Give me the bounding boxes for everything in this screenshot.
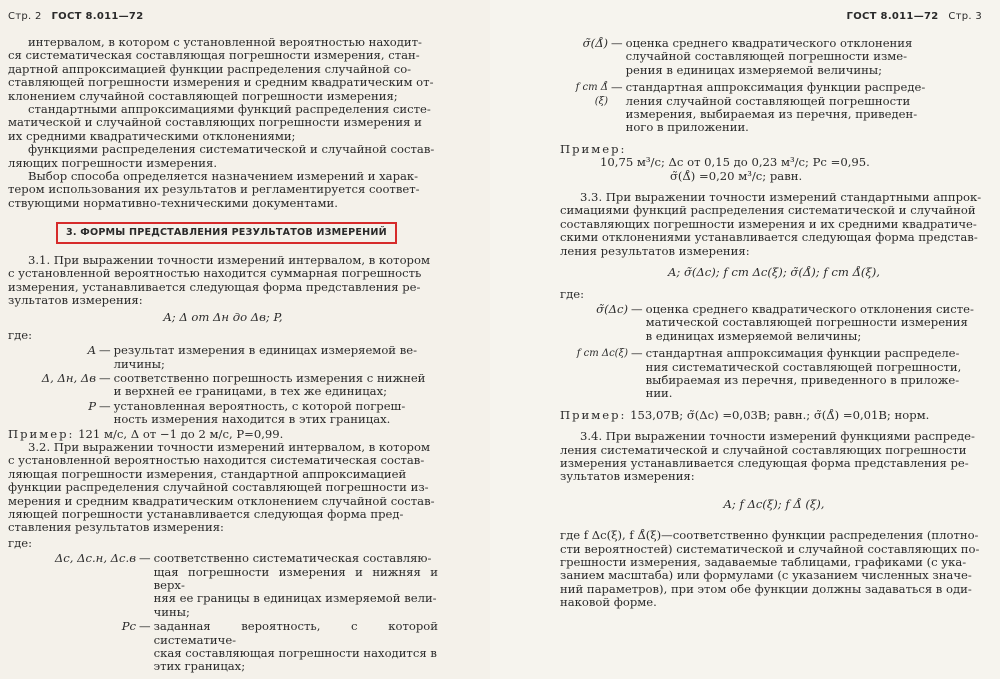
intro-line-2: ся систематическая составляющая погрешности измерения, стан- <box>8 48 420 63</box>
left-page-header <box>8 10 149 23</box>
term-f-def-3: измерения, выбираемая из перечня, приведен- <box>625 107 918 122</box>
example-label-right: Пример: <box>560 141 627 156</box>
term-sigma-c-symbol: σ̃(Δс) <box>596 301 628 316</box>
list-b-line-2: ляющих погрешности измерения. <box>8 155 218 170</box>
p32-line-4: функции распределения случайной составляющей погрешности из- <box>8 480 429 495</box>
term-P-c-symbol: Pс <box>121 619 136 634</box>
term-f-def-4: ного в приложении. <box>625 120 749 135</box>
term-Delta <box>8 372 438 399</box>
term-Delta-symbol: Δ, Δн, Δв <box>41 370 96 385</box>
term-f-def-2: ления случайной составляющей погрешности <box>625 93 911 108</box>
term-f-c-def-3: выбираемая из перечня, приведенного в приложе- <box>645 372 960 387</box>
choice-line-2: тером использования их результатов и регламентируется соответ- <box>8 182 420 197</box>
term-sigma-def-1: оценка среднего квадратического отклонения <box>625 36 913 50</box>
list-a-line-3: их средними квадратическими отклонениями; <box>8 128 296 143</box>
term-sigma-def-2: случайной составляющей погрешности изме- <box>625 49 908 64</box>
right-page-body <box>560 36 988 610</box>
term-P-symbol: P <box>88 398 96 413</box>
p31-line-1: 3.1. При выражении точности измерений интервалом, в котором <box>28 252 430 267</box>
section-title: 3. ФОРМЫ ПРЕДСТАВЛЕНИЯ РЕЗУЛЬТАТОВ ИЗМЕРЕНИЙ <box>56 222 397 243</box>
term-A-def-1: результат измерения в единицах измеряемой ве- <box>113 343 418 358</box>
term-f-c <box>560 347 988 401</box>
term-P <box>8 400 438 427</box>
term-Delta-c <box>8 552 438 619</box>
p32-line-5: мерения и средним квадратическим отклонением случайной состав- <box>8 493 435 508</box>
example-31 <box>8 428 438 441</box>
term-dash: — <box>99 370 111 385</box>
p34b-line-1: где f Δс(ξ), f Δ̊(ξ)—соответственно функции распределения (плотно- <box>560 528 979 543</box>
term-P-def-1: установленная вероятность, с которой погреш- <box>113 398 406 413</box>
term-dash: — <box>139 619 151 634</box>
term-f <box>560 81 988 135</box>
term-sigma-c-def-1: оценка среднего квадратического отклонения систе- <box>645 301 974 316</box>
intro-line-3: дартной аппроксимацией функции распределения случайной со- <box>8 61 412 76</box>
right-page-header <box>847 10 988 23</box>
term-Delta-c-definition <box>154 552 438 619</box>
term-dash: — <box>99 343 111 358</box>
term-f-c-def-4: нии. <box>645 386 673 401</box>
where-label-2: где: <box>8 535 32 550</box>
p32-line-7: ставления результатов измерения: <box>8 520 224 535</box>
list-b-line-1: функциями распределения систематической и случайной состав- <box>28 142 435 157</box>
p32-line-1: 3.2. При выражении точности измерений интервалом, в котором <box>28 439 430 454</box>
term-sigma-c-definition <box>646 303 988 343</box>
term-P-c <box>8 620 438 674</box>
example-label-33: Пример: <box>560 407 627 422</box>
term-sigma-definition <box>626 37 988 77</box>
term-Delta-c-def-3: няя ее границы в единицах измеряемой вели- <box>153 591 437 606</box>
term-f-definition <box>626 81 988 135</box>
p34b-line-6: наковой форме. <box>560 595 657 610</box>
right-standard-code: ГОСТ 8.011—72 <box>846 11 939 22</box>
example-32-label-line <box>560 143 988 156</box>
term-Delta-c-def-1: соответственно систематическая составляю- <box>153 551 432 566</box>
term-f-c-def-1: стандартная аппроксимация функции распределе- <box>645 346 960 361</box>
p34b-line-3: грешности измерения, задаваемые таблицами, графиками (с ука- <box>560 555 967 569</box>
term-Delta-def-1: соответственно погрешность измерения с нижней <box>113 370 426 385</box>
term-sigma-c <box>560 303 988 343</box>
term-dash: — <box>99 398 111 413</box>
term-dash: — <box>631 346 643 361</box>
term-sigma <box>560 37 988 77</box>
p32-line-6: ляющей погрешности устанавливается следующая форма пред- <box>8 507 404 521</box>
p33-line-3: составляющих погрешности измерения и их средними квадратиче- <box>560 216 977 231</box>
p34-line-3: измерения устанавливается следующая форма представления ре- <box>560 455 969 470</box>
term-Delta-def-2: и верхней ее границами, в тех же единицах; <box>113 384 388 399</box>
p33-line-5: ления результатов измерения: <box>560 243 750 258</box>
p34-line-1: 3.4. При выражении точности измерений функциями распреде- <box>580 429 975 444</box>
term-A-definition <box>114 344 438 371</box>
intro-line-4: ставляющей погрешности измерения и средним квадратическим от- <box>8 75 434 90</box>
term-sigma-def-3: рения в единицах измеряемой величины; <box>625 62 882 77</box>
p32-line-2: с установленной вероятностью находится систематическая состав- <box>8 453 425 468</box>
example-32-line-2: σ̃(Δ̊) =0,20 м³/с; равн. <box>670 168 803 183</box>
choice-line-3: ствующими нормативно-техническими документами. <box>8 195 338 210</box>
p31-line-4: зультатов измерения: <box>8 292 143 307</box>
right-page <box>490 0 1000 679</box>
term-dash: — <box>631 301 643 316</box>
example-label: Пример: <box>8 426 75 441</box>
term-A <box>8 344 438 371</box>
left-page <box>0 0 490 679</box>
example-31-value: 121 м/с, Δ от −1 до 2 м/с, P=0,99. <box>78 426 284 441</box>
intro-line-1: интервалом, в котором с установленной вероятностью находит- <box>28 35 422 49</box>
term-P-def-2: ность измерения находится в этих границах. <box>113 412 391 427</box>
term-P-c-def-1: заданная вероятность, с которой систематиче- <box>153 619 438 647</box>
p34-line-2: ления систематической и случайной составляющих погрешности <box>560 442 967 457</box>
p34b-line-5: ний параметров), при этом обе функции должны задаваться в оди- <box>560 581 972 596</box>
p34-line-4: зультатов измерения: <box>560 469 695 484</box>
term-A-symbol: A <box>87 343 96 358</box>
p33-line-4: скими отклонениями устанавливается следующая форма представ- <box>560 230 978 245</box>
term-P-c-def-2: ская составляющая погрешности находится в <box>153 646 437 661</box>
term-dash: — <box>139 551 151 566</box>
right-page-number: Стр. 3 <box>948 11 982 22</box>
example-33-value: 153,07В; σ̃(Δс) =0,03В; равн.; σ̃(Δ̊) =0,01В; норм. <box>630 407 930 422</box>
term-f-def-1: стандартная аппроксимация функции распреде- <box>625 80 926 95</box>
term-Delta-c-def-4: чины; <box>153 604 190 619</box>
left-page-body <box>8 36 438 675</box>
p31-line-3: измерения, устанавливается следующая форма представления ре- <box>8 279 421 294</box>
p34b-line-2: сти вероятностей) систематической и случайной составляющих по- <box>560 541 980 556</box>
term-Delta-c-def-2: щая погрешности измерения и нижняя и верх- <box>153 564 438 593</box>
term-dash: — <box>611 36 623 50</box>
term-f-c-definition <box>646 347 988 401</box>
term-sigma-c-def-2: матической составляющей погрешности измерения <box>645 315 968 330</box>
term-f-c-symbol: f ст Δс(ξ) <box>576 348 628 360</box>
p34b-line-4: занием масштаба) или формулами (с указанием численных значе- <box>560 568 972 583</box>
p31-line-2: с установленной вероятностью находится суммарная погрешность <box>8 266 422 281</box>
term-Delta-definition <box>114 372 438 399</box>
term-A-def-2: личины; <box>113 356 165 371</box>
left-standard-code: ГОСТ 8.011—72 <box>51 11 144 22</box>
where-label: где: <box>8 327 32 342</box>
term-dash: — <box>611 80 623 95</box>
p33-line-1: 3.3. При выражении точности измерений стандартными аппрок- <box>580 190 982 205</box>
term-f-c-def-2: ния систематической составляющей погрешности, <box>645 359 962 374</box>
list-a-line-1: стандартными аппроксимациями функций распределения систе- <box>28 102 431 117</box>
left-page-number: Стр. 2 <box>8 11 42 22</box>
intro-line-5: клонением случайной составляющей погрешности измерения; <box>8 88 398 103</box>
term-sigma-symbol: σ̃(Δ̊) <box>582 36 608 50</box>
choice-line-1: Выбор способа определяется назначением измерений и харак- <box>28 169 419 184</box>
term-P-c-def-3: этих границах; <box>153 659 246 674</box>
example-32-line-1: 10,75 м³/с; Δс от 0,15 до 0,23 м³/с; Pс =0,95. <box>600 155 870 170</box>
term-P-c-definition <box>154 620 438 674</box>
formula-34: A; f Δс(ξ); f Δ̊ (ξ), <box>723 496 825 511</box>
term-Delta-c-symbol: Δс, Δс.н, Δс.в <box>54 551 136 566</box>
list-a-line-2: матической и случайной составляющих погрешности измерения и <box>8 115 422 130</box>
term-P-definition <box>114 400 438 427</box>
formula-33: A; σ̃(Δс); f ст Δс(ξ); σ̃(Δ̊); f ст Δ̊(ξ), <box>668 265 880 280</box>
p32-line-3: ляющая погрешности измерения, стандартной аппроксимацией <box>8 466 407 481</box>
where-label-right: где: <box>560 286 584 301</box>
term-sigma-c-def-3: в единицах измеряемой величины; <box>645 328 862 343</box>
formula-31: A; Δ от Δн до Δв; P, <box>163 310 283 325</box>
p33-line-2: симациями функций распределения систематической и случайной <box>560 203 976 218</box>
term-f-symbol: f ст Δ̊ (ξ) <box>575 82 608 107</box>
example-33 <box>560 409 988 422</box>
